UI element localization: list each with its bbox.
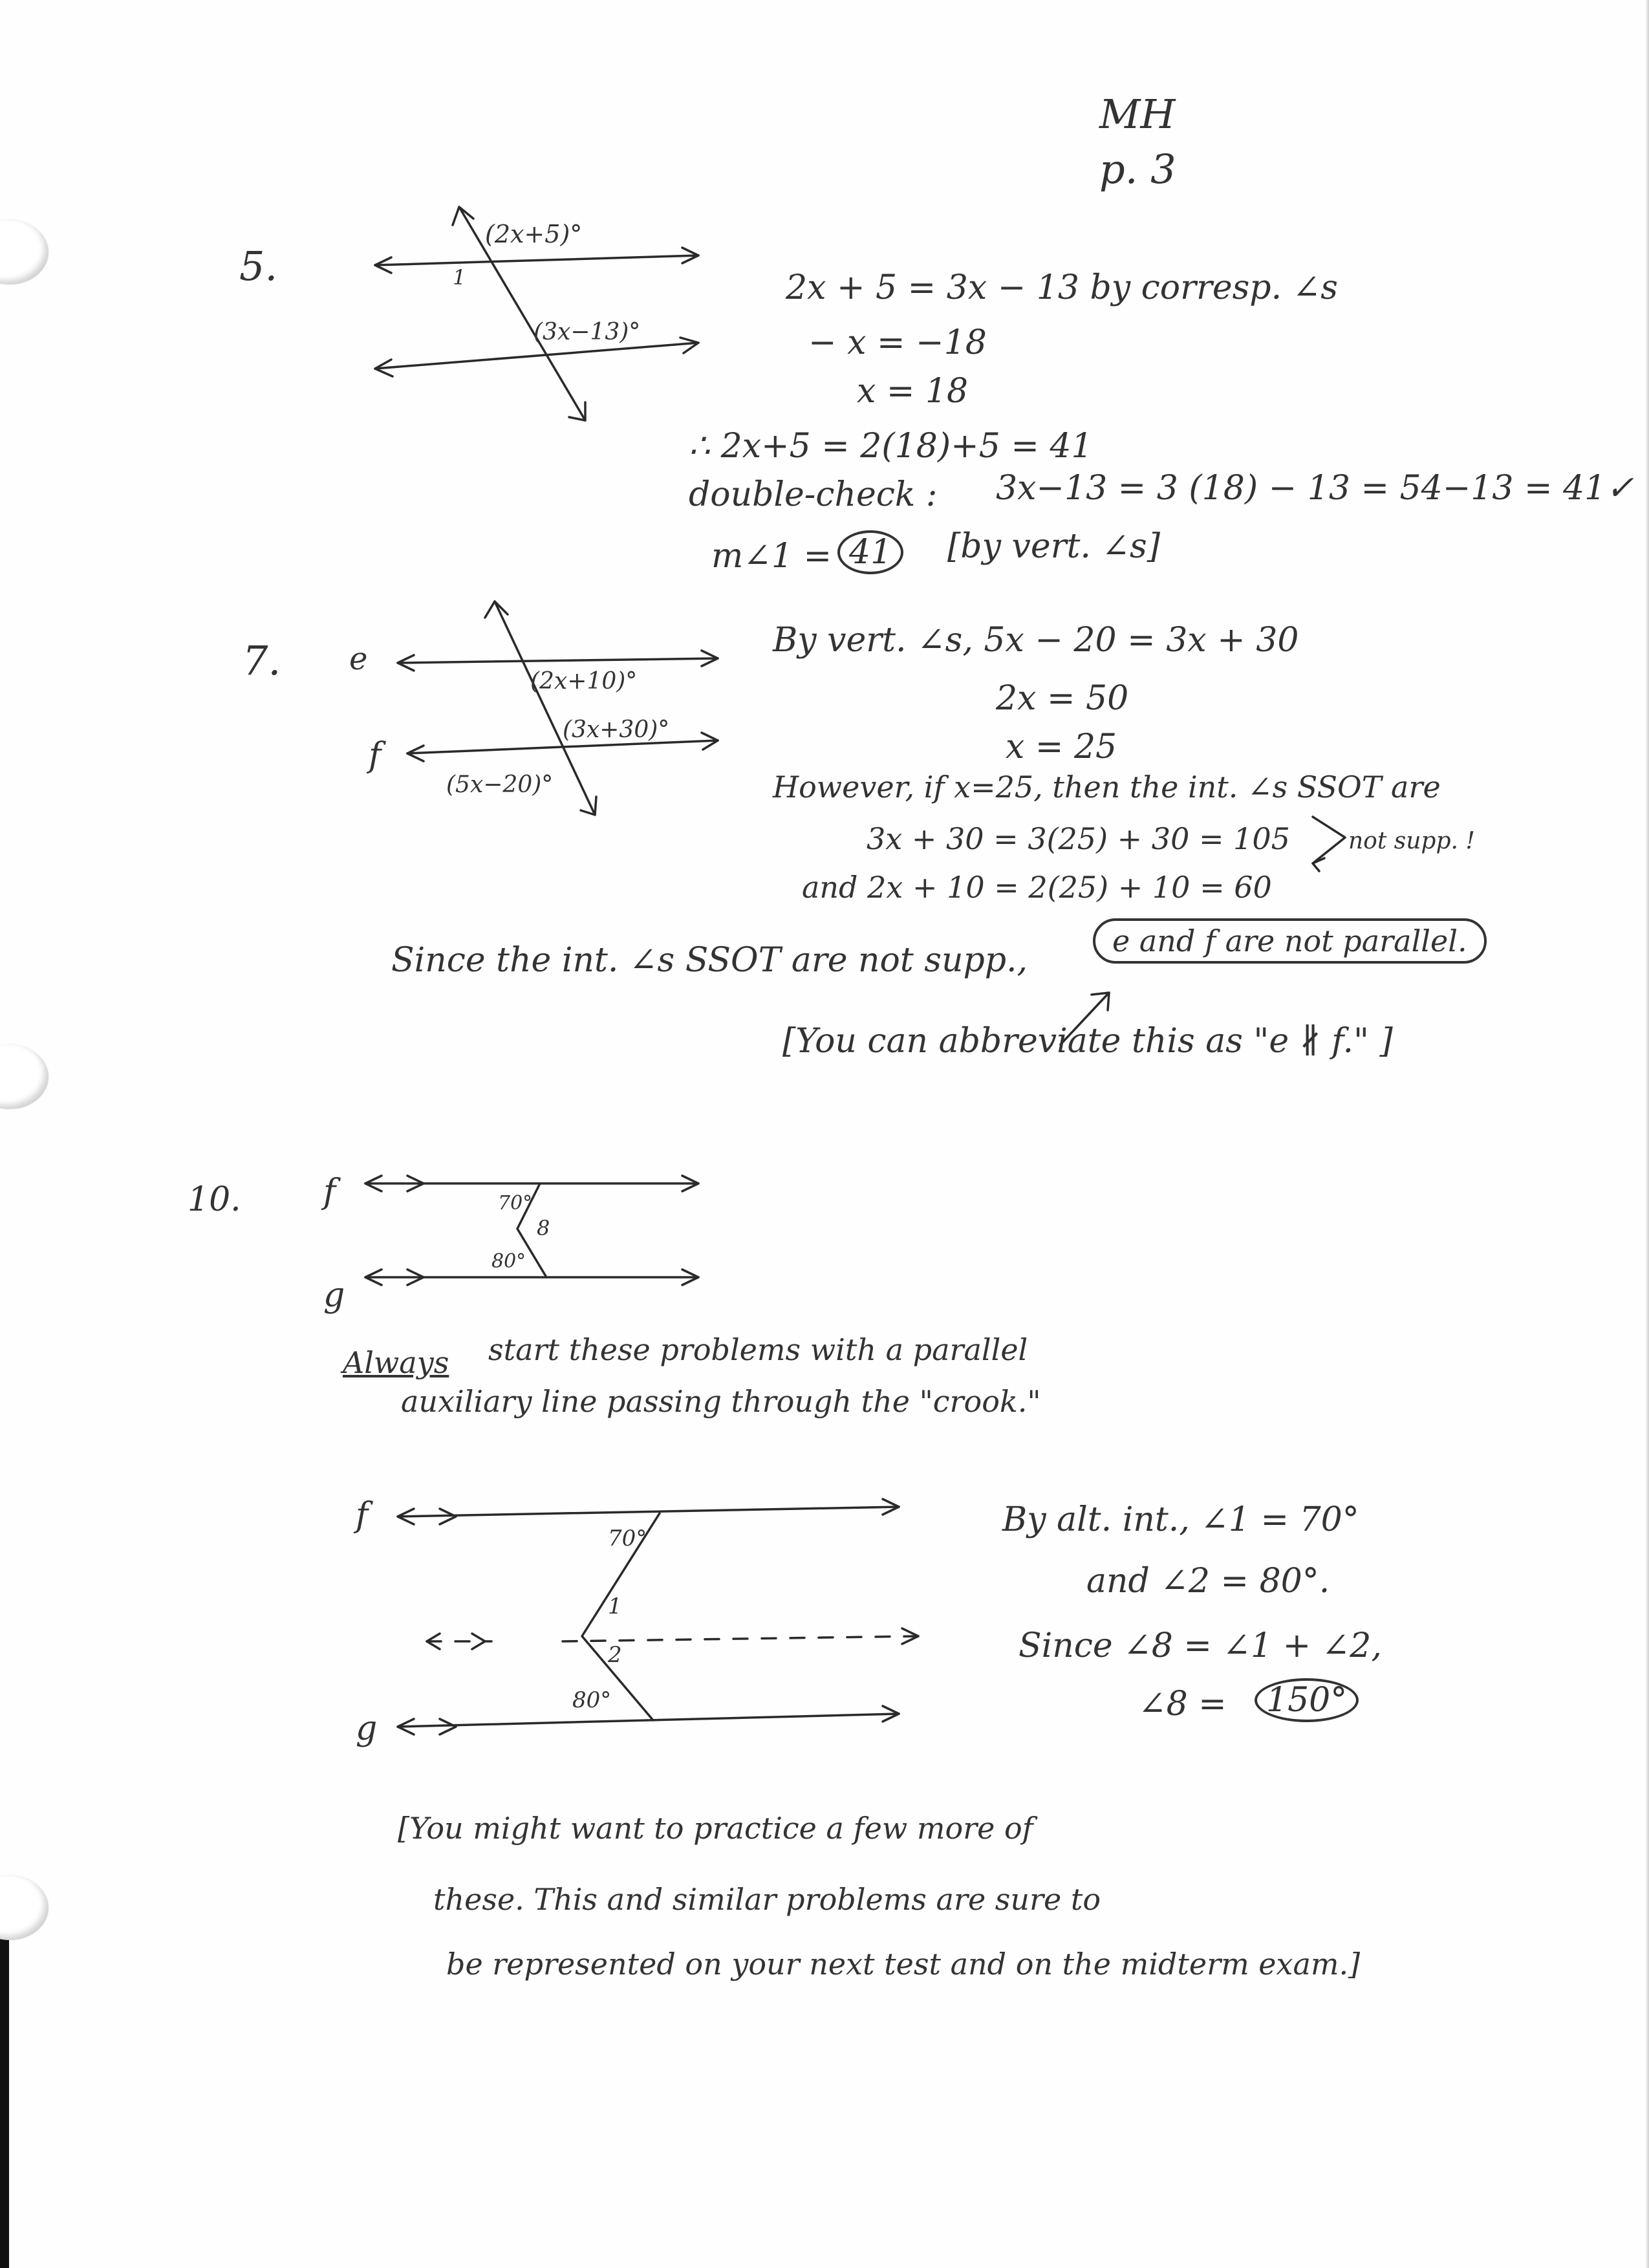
problem-10-text-1: start these problems with a parallel [488, 1332, 1028, 1367]
problem-10-answer-label: ∠8 = [1138, 1685, 1227, 1723]
problem-7-line-7: Since the int. ∠s SSOT are not supp., [391, 941, 1028, 980]
problem-7-conclusion: e and f are not parallel. [1093, 918, 1487, 964]
problem-5-reason: [by vert. ∠s] [947, 527, 1160, 566]
problem-5-top-angle: (2x+5)° [485, 220, 583, 248]
problem-7-angle-a: (2x+10)° [530, 668, 638, 695]
problem-10-answer-circled: 150° [1255, 1678, 1359, 1722]
problem-7-angle-c: (5x−20)° [446, 772, 554, 798]
problem-10-d2-line-f: f [356, 1496, 369, 1535]
problem-10-d1-angle-bottom: 80° [491, 1250, 526, 1273]
problem-7-angle-b: (3x+30)° [563, 717, 670, 743]
problem-10-solution-3: Since ∠8 = ∠1 + ∠2, [1018, 1626, 1382, 1665]
problem-10-d1-angle-8: 8 [537, 1216, 550, 1240]
binder-hole-top [0, 220, 48, 285]
header-page-number: p. 3 [1099, 146, 1176, 193]
binder-hole-bottom [0, 1875, 48, 1940]
problem-7-brace-arrows [1306, 812, 1358, 883]
problem-10-d2-angle-top: 70° [608, 1526, 647, 1551]
problem-7-number: 7. [242, 637, 281, 684]
problem-10-solution-1: By alt. int., ∠1 = 70° [1002, 1500, 1359, 1539]
problem-5-double-check: 3x−13 = 3 (18) − 13 = 54−13 = 41✓ [996, 469, 1634, 508]
problem-5-angle-1: 1 [453, 265, 466, 290]
problem-5-double-check-label: double-check : [689, 475, 938, 514]
problem-7-line-f: f [369, 736, 382, 775]
binder-hole-middle [0, 1044, 48, 1109]
page-edge-right [1645, 0, 1649, 2268]
problem-5-bottom-angle: (3x−13)° [534, 319, 641, 345]
page-edge-left [0, 1914, 9, 2268]
problem-7-line-4: However, if x=25, then the int. ∠s SSOT are [773, 770, 1441, 805]
problem-10-d1-line-g: g [323, 1276, 345, 1315]
problem-7-note: [You can abbreviate this as "e ∦ f." ] [782, 1022, 1393, 1061]
problem-7-line-3: x = 25 [1006, 728, 1117, 766]
problem-10-note-3: be represented on your next test and on the midterm exam.] [446, 1947, 1361, 1982]
problem-10-note-1: [You might want to practice a few more of [398, 1811, 1033, 1846]
problem-10-d2-line-g: g [356, 1709, 378, 1748]
problem-5-line-1: 2x + 5 = 3x − 13 by corresp. ∠s [786, 268, 1338, 307]
problem-10-text-2: auxiliary line passing through the "crook." [401, 1384, 1041, 1419]
problem-10-d1-angle-top: 70° [498, 1192, 533, 1215]
problem-7-line-e: e [349, 641, 368, 677]
problem-10-d2-angle-2: 2 [608, 1642, 622, 1668]
problem-7-not-supp: not supp. ! [1348, 828, 1475, 854]
problem-5-line-4: ∴ 2x+5 = 2(18)+5 = 41 [689, 427, 1093, 466]
problem-7-line-2: 2x = 50 [996, 679, 1129, 718]
header-initials: MH [1099, 91, 1176, 138]
problem-5-number: 5. [239, 243, 278, 290]
problem-7-line-5: 3x + 30 = 3(25) + 30 = 105 [867, 821, 1290, 856]
problem-7-line-1: By vert. ∠s, 5x − 20 = 3x + 30 [773, 621, 1299, 660]
problem-5-answer-circled: 41 [837, 530, 903, 574]
problem-10-diagram-1 [310, 1158, 711, 1319]
problem-10-solution-2: and ∠2 = 80°. [1086, 1562, 1330, 1601]
problem-10-number: 10. [188, 1180, 241, 1219]
problem-7-diagram [336, 589, 737, 834]
problem-7-line-6: and 2x + 10 = 2(25) + 10 = 60 [802, 870, 1272, 905]
problem-10-d2-angle-bottom: 80° [572, 1687, 612, 1713]
problem-5-line-3: x = 18 [857, 372, 969, 411]
problem-10-diagram-2 [349, 1474, 931, 1766]
problem-10-d2-angle-1: 1 [608, 1593, 622, 1619]
problem-10-d1-line-f: f [323, 1172, 336, 1211]
problem-5-answer-label: m∠1 = [711, 537, 832, 576]
problem-10-note-2: these. This and similar problems are sure to [433, 1882, 1101, 1917]
problem-5-line-2: − x = −18 [808, 323, 987, 362]
problem-5-diagram [362, 194, 724, 440]
problem-10-always: Always [343, 1345, 449, 1380]
